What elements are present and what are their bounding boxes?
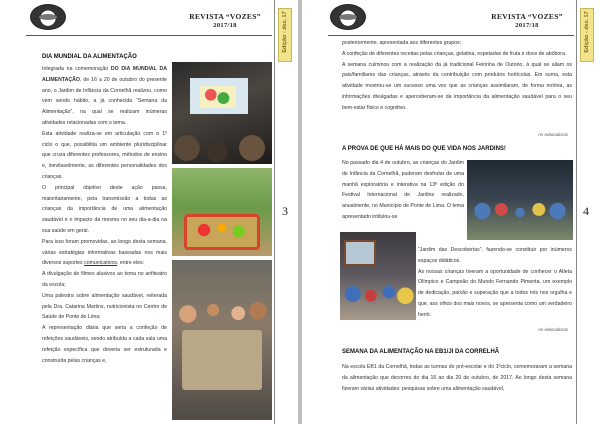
paragraph: A confeção de diferentes receitas pelas crianças, gelatina, espetadas de fruta e doce de abóbora. [342, 50, 567, 57]
magazine-title: REVISTA “VOZES” [491, 12, 563, 21]
paragraph: Uma palestra sobre alimentação saudável, reiterada pela Dra. Catarina Martins, nutricionista no Centro de Saúde de Ponte de Lima; [42, 292, 167, 321]
header-rule [328, 35, 574, 36]
edition-tab [278, 8, 292, 62]
edition-tab [580, 8, 594, 62]
article-body [342, 362, 572, 394]
magazine-header [186, 12, 264, 30]
edition-tab-label: Edição - dez. 17 [584, 11, 590, 53]
paragraph: Para isso foram promovidas, ao longo desta semana, várias estratégias informativas baseadas nos mais diversos suportes comunicativos, entre eles: [42, 238, 167, 267]
paragraph: No passado dia 4 de outubro, as crianças do Jardim de Infância da Cornelhã, puderam desfrutar de uma manhã exploratória e interativa na 13ª edição do Festival Internacional de Jardins realizado, anualmente, no Município de Ponte de Lima. O tema apresentado intitulou-se [342, 160, 464, 220]
article-body [342, 158, 464, 223]
signature: As educadoras [538, 132, 569, 137]
paragraph: As nossas crianças tiveram a oportunidade de conhecer o Atleta Olímpico e Campeão do Mundo Fernando Pimenta, um exemplo de dedicação, paixão e superação que a todos nós nos orgulha e que, aos olhos dos mais novos, se apresenta como um verdadeiro herói. [418, 268, 572, 318]
margin-rule [576, 0, 577, 424]
paragraph: posteriormente, apresentada aos diferentes grupos; [342, 40, 462, 46]
page-3 [0, 0, 298, 424]
signature: As educadoras [538, 327, 569, 332]
page-4 [302, 0, 600, 424]
magazine-year: 2017/18 [213, 22, 237, 29]
paragraph: Esta atividade realiza-se em articulação com o 1º ciclo o que, possibilita um ambiente pluridisciplinar que cruza diferentes professores, métodos de ensino e, inevitavelmente, as diferentes personalidades dos crianças. [42, 130, 167, 180]
paragraph: Integrada na comemoração DO DIA MUNDIAL DA ALIMENTAÇÃO, de 16 a 20 de outubro do presente ano, o Jardim de Infância da Cornelhã realizou, como vem sendo hábito, a já conhecida “Semana da Alimentação”, na qual se realizam inúmeras atividades relacionadas com o tema. [42, 66, 167, 126]
paragraph: A representação diária que seria a confeção de refeições saudáveis, sendo atribuída a cada sala uma refeição específica que deveria ser estruturada e construída pelas crianças e, [42, 325, 167, 364]
page-number: 3 [282, 204, 288, 218]
article-heading: A PROVA DE QUE HÁ MAIS DO QUE VIDA NOS JARDINS! [342, 146, 506, 152]
paragraph: A divulgação de filmes alusivos ao tema no anfiteatro da escola; [42, 271, 167, 288]
edition-tab-label: Edição - dez. 17 [282, 11, 288, 53]
school-logo-icon [330, 4, 366, 30]
paragraph: O principal objetivo deste ação passa, maioritariamente, pela transmissão a todas as crianças da importância de uma alimentação saudável e o impacto da mesma no seu dia-a-dia na sua saúde em geral. [42, 184, 167, 234]
photo-food-table [172, 168, 272, 256]
school-logo-icon [30, 4, 66, 30]
paragraph: “Jardim das Descobertas”, fazendo-se constituir por inúmeros espaços didáticos. [418, 247, 572, 264]
article-heading: SEMANA DA ALIMENTAÇÃO NA EB1/JI DA CORRELHÃ [342, 349, 500, 355]
photo-children-activity [340, 232, 416, 320]
article-heading: DIA MUNDIAL DA ALIMENTAÇÃO [42, 54, 137, 60]
magazine-title: REVISTA “VOZES” [189, 12, 261, 21]
magazine-year: 2017/18 [515, 22, 539, 29]
article-body [42, 64, 167, 366]
article-continuation [342, 38, 572, 114]
page-number: 4 [583, 204, 589, 218]
margin-rule [274, 0, 275, 424]
paragraph: A semana culminou com a realização da já tradicional Feirinha de Outono, à qual se aliam os pais/familiares das crianças, através da contribuição com produtos hortícolas. Em suma, esta atividade mostrou-se um sucesso uma vez que as crianças assimilaram, de forma notória, as informações divulgadas e aperceberam-se da importância da alimentação saudável para o seu bem-estar físico e cognitivo. [342, 61, 572, 111]
magazine-header [488, 12, 566, 30]
photo-children-cooking [172, 260, 272, 420]
photo-group-garden [467, 160, 573, 240]
header-rule [26, 35, 272, 36]
photo-presentation [172, 62, 272, 164]
article-body [418, 245, 572, 321]
paragraph: Na escola EB1 da Cornelhã, todas as turmas do pré-escolar e do 1ºciclo, comemoraram a semana da alimentação que decorreu do dia 16 ao dia 20 de outubro, de 2017. Ao longo desta semana fizeram várias atividades: pesquisas sobre uma alimentação saudável, [342, 364, 572, 392]
